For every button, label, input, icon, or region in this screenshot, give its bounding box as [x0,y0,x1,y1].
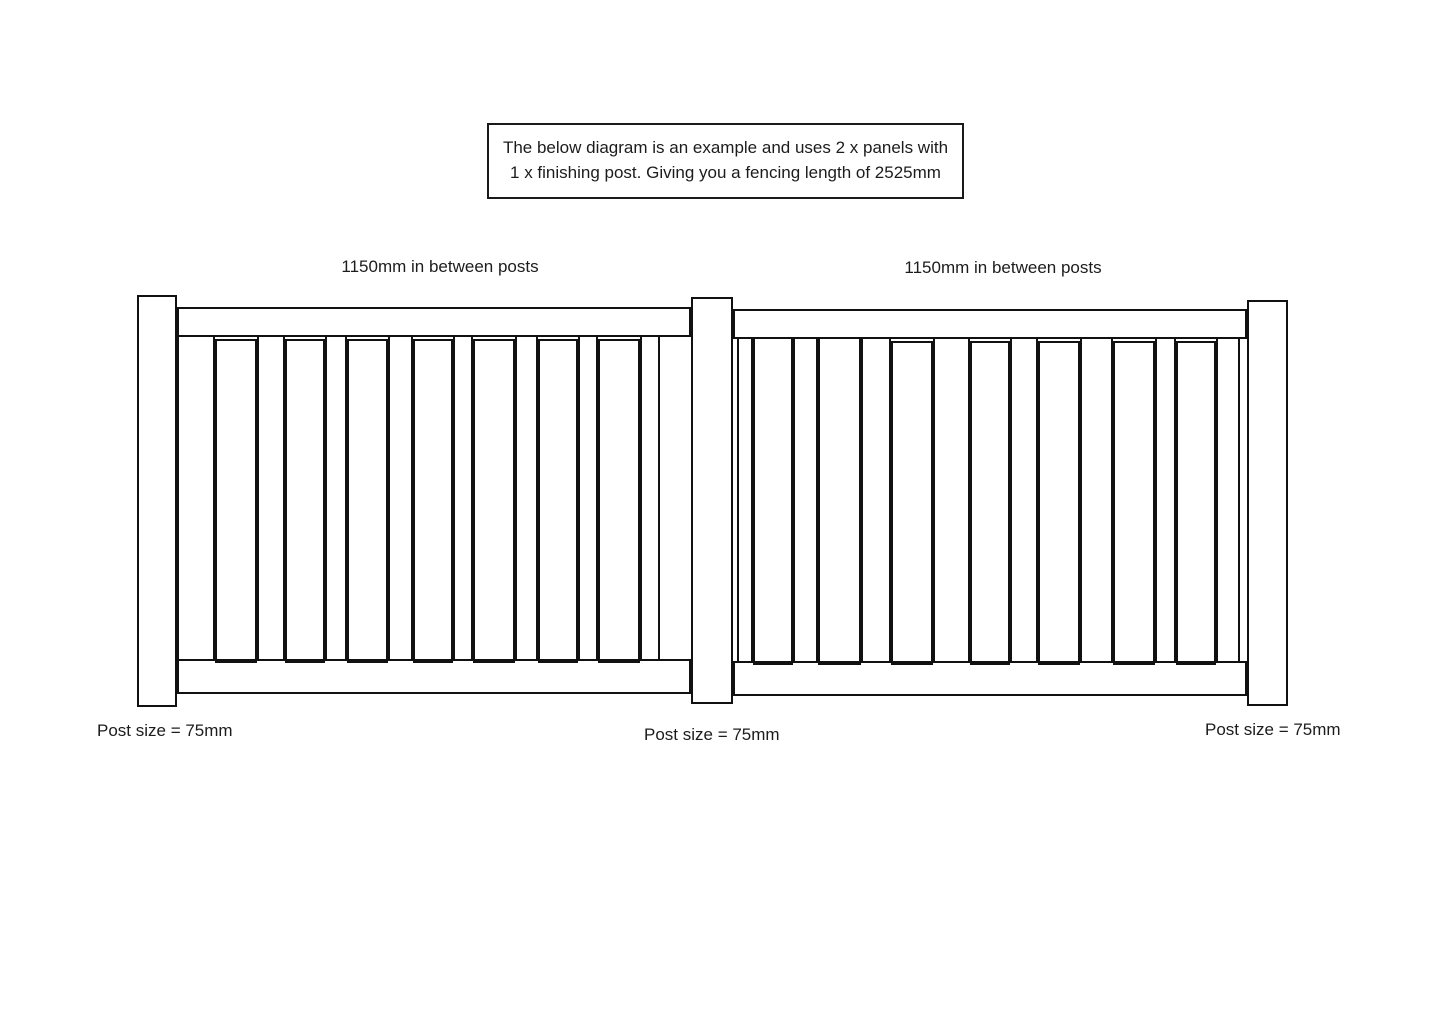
right-panel-bottom-rail [733,661,1247,696]
panel-width-label-right: 1150mm in between posts [904,258,1102,277]
fence-pale [861,339,891,661]
fence-pale [578,337,598,659]
fence-pale [325,337,347,659]
note-box [487,123,964,199]
fence-pale [1038,341,1080,665]
fence-pale [177,337,215,659]
fence-pale [753,339,793,665]
fence-pale [737,339,753,661]
left-panel-bottom-rail [177,659,691,694]
fence-pale [1216,339,1240,661]
fence-pale [598,339,640,663]
fence-pale [285,339,325,663]
fence-pale [1080,339,1113,661]
note-line-1: The below diagram is an example and uses 2 x panels with [502,138,949,157]
fence-pale [515,337,538,659]
fence-pale [538,339,578,663]
fence-pale [1155,339,1176,661]
post-size-label-left: Post size = 75mm [97,721,233,740]
fence-pale [388,337,413,659]
fence-pale [257,337,285,659]
panel-width-label-left: 1150mm in between posts [341,257,539,276]
fence-pale [347,339,388,663]
fence-pale [818,339,861,665]
fence-pale [473,339,515,663]
fence-pale [970,341,1010,665]
left-panel-top-rail [177,307,691,337]
fence-pale [453,337,473,659]
fence-pale [413,339,453,663]
left-post [137,295,177,707]
fence-pale [933,339,970,661]
fence-pale [215,339,257,663]
fence-pale [891,341,933,665]
middle-post [691,297,733,704]
fence-pale [640,337,660,659]
right-post [1247,300,1288,706]
post-size-label-middle: Post size = 75mm [644,725,780,744]
note-line-2: 1 x finishing post. Giving you a fencing length of 2525mm [510,163,941,182]
fence-pale [793,339,818,661]
fence-pale [1176,341,1216,665]
right-panel-top-rail [733,309,1247,339]
post-size-label-right: Post size = 75mm [1205,720,1341,739]
fence-pale [1113,341,1155,665]
fence-pale [1010,339,1038,661]
